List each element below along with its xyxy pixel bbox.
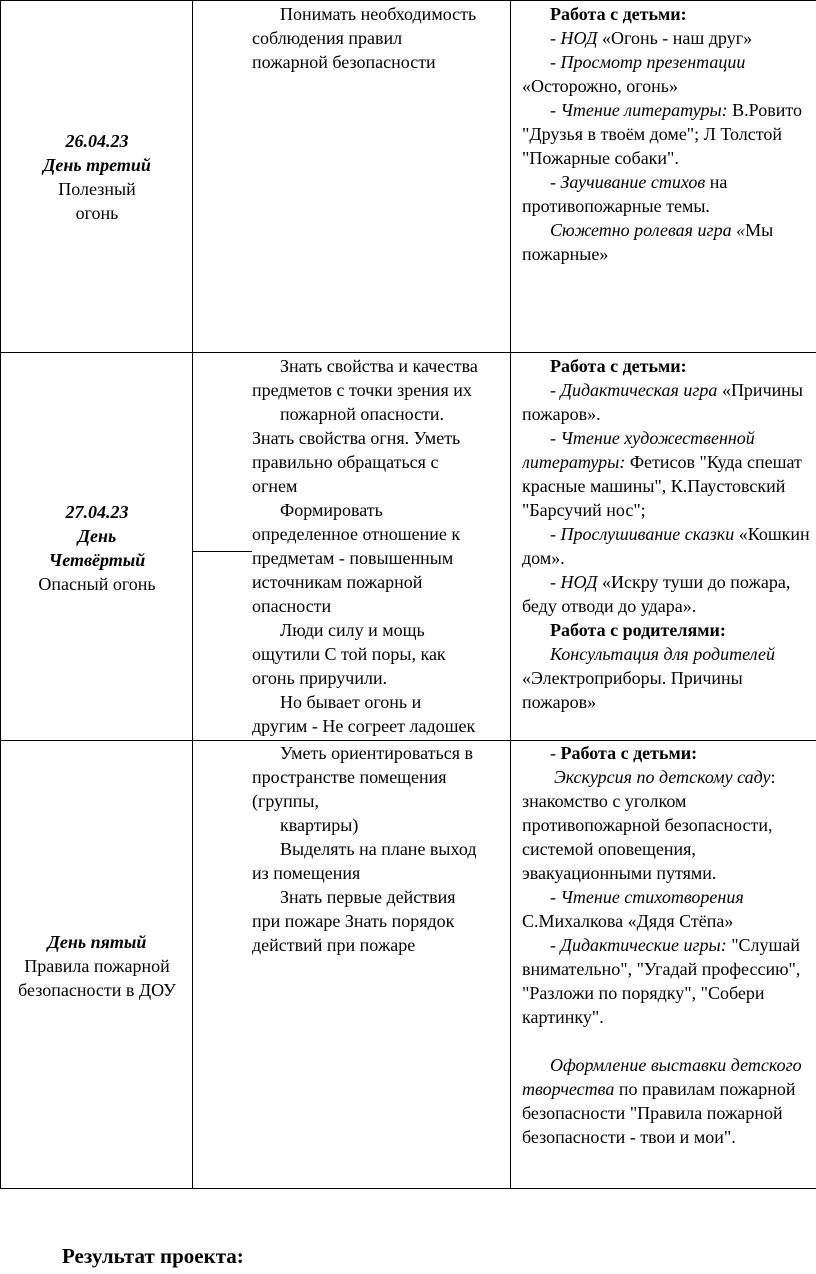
row-3-goal-line: при пожаре Знать порядок (252, 911, 455, 931)
row-2-goal-line: предметам - повышенным (252, 548, 454, 568)
row-2-work-line: "Барсучий нос"; (522, 500, 646, 520)
row-3-work-line: творчества по правилам пожарной (522, 1079, 796, 1099)
row-2-parents-heading: Работа с родителями: (550, 620, 726, 640)
row-1-work-line: "Пожарные собаки". (522, 148, 679, 168)
row-3-work-line: С.Михалкова «Дядя Стёпа» (522, 911, 734, 931)
row-2-goal-line: другим - Не согреет ладошек (252, 716, 476, 736)
row-1-day-cell (2, 129, 192, 225)
result-heading: Результат проекта: (62, 1244, 244, 1268)
row-2-goal-line-clipped (252, 738, 510, 740)
column-divider-1 (192, 0, 193, 1189)
table-border-top (0, 0, 816, 1)
row-2-goal-line: правильно обращаться с (252, 452, 439, 472)
row-2-work-cell (522, 354, 816, 714)
row-1-work-line: Сюжетно ролевая игра «Мы (550, 220, 774, 240)
row-1-work-line: "Друзья в твоём доме"; Л Толстой (522, 124, 782, 144)
row-2-day-cell (2, 500, 192, 596)
row-1-goals-cell (252, 2, 510, 74)
row-2-goal-line: огнем (252, 476, 298, 496)
row-1-work-line: - Чтение литературы: В.Ровито (550, 100, 802, 120)
table-border-left (0, 0, 1, 1189)
row-2-work-line: - НОД «Искру туши до пожара, (550, 572, 791, 592)
row-3-work-line: Оформление выставки детского (550, 1055, 802, 1075)
row-2-work-line: «Электроприборы. Причины (522, 668, 743, 688)
row-1-work-line: - НОД «Огонь - наш друг» (550, 28, 753, 48)
row-2-goal-line: Но бывает огонь и (280, 692, 422, 712)
row-2-day: Четвёртый (48, 550, 146, 570)
row-2-work-line: литературы: Фетисов "Куда спешат (522, 452, 802, 472)
row-3-work-line: противопожарной безопасности, (522, 815, 773, 835)
row-2-goal-line: определенное отношение к (252, 524, 461, 544)
row-2-work-line: дом». (522, 548, 565, 568)
row-2-goal-line: ощутили С той поры, как (252, 644, 446, 664)
row-3-work-line: картинку". (522, 1007, 604, 1027)
row-2-goal-line: Люди силу и мощь (280, 620, 425, 640)
row-3-work-line: - Чтение стихотворения (550, 887, 744, 907)
row-1-goal-line: Понимать необходимость (280, 4, 477, 24)
row-2-goal-line: предметов с точки зрения их (252, 380, 472, 400)
row-1-day: День третий (43, 155, 151, 175)
row-1-work-cell (522, 2, 816, 266)
row-3-day: День пятый (47, 932, 147, 952)
row-3-work-line: эвакуационными путями. (522, 863, 717, 883)
row-2-work-line: пожаров». (522, 404, 601, 424)
row-2-work-line: Консультация для родителей (550, 644, 775, 664)
row-1-work-line: - Заучивание стихов на (550, 172, 728, 192)
row-2-work-heading: Работа с детьми: (550, 356, 687, 376)
row-2-work-line: - Дидактическая игра «Причины (550, 380, 803, 400)
row-2-work-line: беду отводи до удара». (522, 596, 697, 616)
row-1-topic-line-1: Полезный (58, 179, 136, 199)
row-1-work-line: пожарные» (522, 244, 609, 264)
stray-line (192, 551, 252, 552)
row-3-work-cell (522, 741, 816, 1149)
row-3-goal-line: из помещения (252, 863, 361, 883)
row-2-work-line: - Чтение художественной (550, 428, 755, 448)
row-3-work-line: внимательно", "Угадай профессию", (522, 959, 801, 979)
row-2-work-line: пожаров» (522, 692, 597, 712)
row-3-work-heading: - Работа с детьми: (550, 743, 698, 763)
row-1-date: 26.04.23 (65, 131, 129, 151)
row-3-goal-line: Знать первые действия (280, 887, 456, 907)
row-2-date: 27.04.23 (65, 502, 129, 522)
row-3-work-line: "Разложи по порядку", "Собери (522, 983, 765, 1003)
row-2-goal-line: источникам пожарной (252, 572, 423, 592)
row-2-goal-line: Знать свойства и качества (280, 356, 478, 376)
row-3-goal-line: действий при пожаре (252, 935, 416, 955)
row-2-goal-line: опасности (252, 596, 332, 616)
row-1-work-heading: Работа с детьми: (550, 4, 687, 24)
row-2-goal-line: Знать свойства огня. Уметь (252, 428, 461, 448)
row-1-work-line: противопожарные темы. (522, 196, 710, 216)
table-border-bottom (0, 1188, 816, 1189)
row-1-work-line: - Просмотр презентации (550, 52, 746, 72)
row-2-day: День (77, 526, 117, 546)
row-3-goal-line: пространстве помещения (252, 767, 447, 787)
row-3-day-cell (2, 930, 192, 1002)
row-3-work-line: знакомство с уголком (522, 791, 687, 811)
row-1-goal-line: соблюдения правил (252, 28, 403, 48)
row-2-work-line: - Прослушивание сказки «Кошкин (550, 524, 810, 544)
row-2-goal-line: огонь приручили. (252, 668, 388, 688)
row-1-goal-line: пожарной безопасности (252, 52, 436, 72)
row-3-topic-line-1: Правила пожарной (24, 956, 170, 976)
row-2-goal-line: Формировать (280, 500, 383, 520)
row-3-goal-line: Выделять на плане выход (280, 839, 477, 859)
row-3-goal-line: квартиры) (280, 815, 359, 835)
row-2-goal-line: пожарной опасности. (280, 404, 445, 424)
row-3-goals-cell (252, 741, 510, 957)
row-3-work-line: безопасности - твои и мои". (522, 1127, 736, 1147)
row-2-goals-cell (252, 354, 510, 740)
row-3-work-line: Экскурсия по детскому саду: (554, 767, 776, 787)
row-1-topic-line-2: огонь (75, 203, 119, 223)
row-1-work-line: «Осторожно, огонь» (522, 76, 679, 96)
row-divider-1 (0, 352, 816, 353)
row-3-work-line: системой оповещения, (522, 839, 696, 859)
row-3-topic-line-2: безопасности в ДОУ (18, 980, 176, 1000)
row-2-topic: Опасный огонь (38, 574, 156, 594)
row-3-work-line: - Дидактические игры: "Слушай (550, 935, 801, 955)
row-3-work-line: безопасности "Правила пожарной (522, 1103, 783, 1123)
column-divider-2 (510, 0, 511, 1189)
row-3-blank-line (522, 1029, 816, 1053)
row-3-goal-line: Уметь ориентироваться в (280, 743, 473, 763)
row-2-work-line: красные машины", К.Паустовский (522, 476, 786, 496)
row-3-goal-line: (группы, (252, 791, 319, 811)
